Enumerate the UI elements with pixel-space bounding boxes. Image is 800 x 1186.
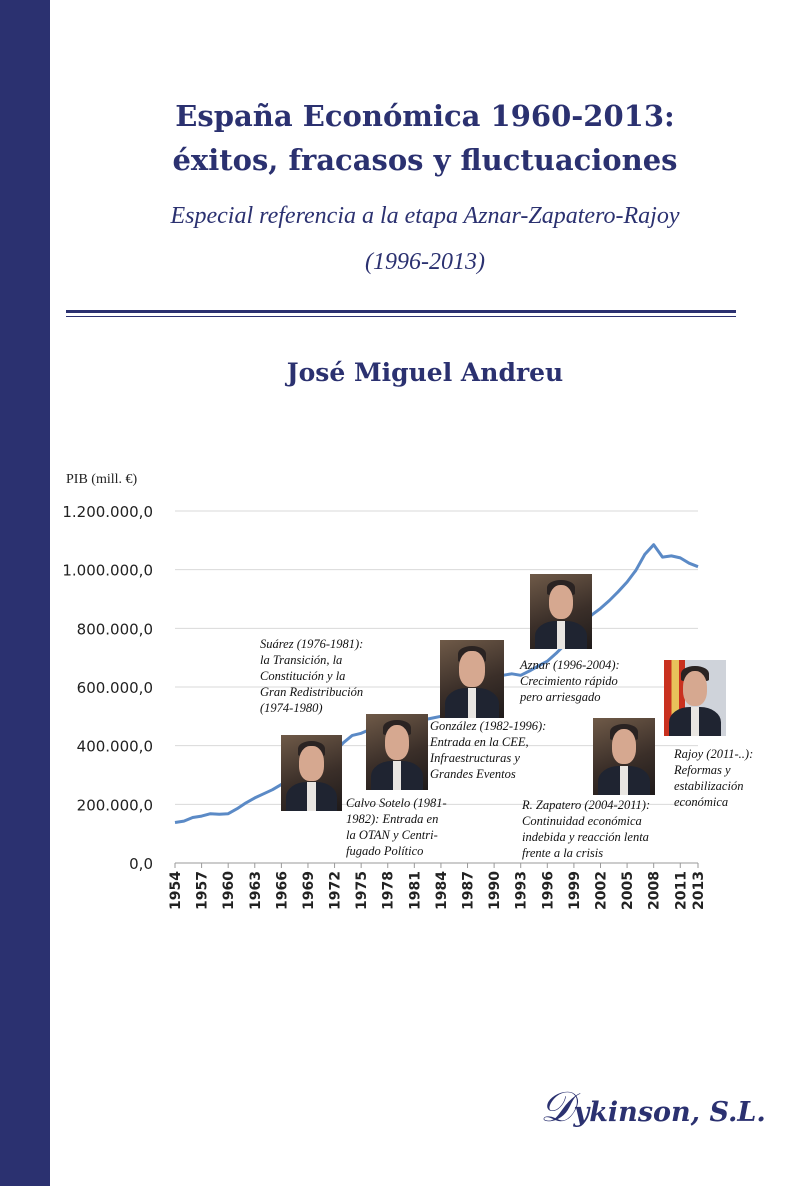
x-tick-label: 1960 <box>221 871 238 910</box>
annotation-zapatero: R. Zapatero (2004-2011): Continuidad económica indebida y reacción lenta frente a la crisis <box>522 798 651 860</box>
x-tick-label: 1990 <box>487 871 504 910</box>
y-tick-label: 400.000,0 <box>76 737 153 756</box>
portrait-aznar <box>530 574 592 649</box>
publisher-logo-initial: 𝒟 <box>540 1085 574 1131</box>
author-name: José Miguel Andreu <box>286 358 564 387</box>
y-tick-label: 600.000,0 <box>76 679 153 697</box>
x-tick-label: 2005 <box>620 871 637 910</box>
x-tick-label: 2002 <box>593 871 610 910</box>
chart-y-axis-label: PIB (mill. €) <box>66 472 138 487</box>
x-tick-label: 1978 <box>380 871 397 910</box>
book-subtitle-line1: Especial referencia a la etapa Aznar-Zapatero-Rajoy <box>170 203 680 229</box>
y-tick-label: 1.200.000,0 <box>62 503 153 521</box>
x-tick-label: 1957 <box>194 871 211 910</box>
x-tick-label: 1984 <box>433 871 450 910</box>
annotation-rajoy: Rajoy (2011-..): Reformas y estabilización económica <box>674 747 754 809</box>
portrait-rajoy <box>664 660 726 736</box>
y-tick-label: 200.000,0 <box>76 796 153 815</box>
x-tick-label: 1972 <box>327 871 344 910</box>
publisher-logo <box>540 1084 766 1132</box>
annotation-gonzalez: González (1982-1996): Entrada en la CEE, Infraestructuras y Grandes Eventos <box>430 719 547 781</box>
x-tick-label: 1966 <box>274 871 291 910</box>
y-tick-label: 1.000.000,0 <box>62 561 153 580</box>
x-tick-label: 1981 <box>407 871 424 910</box>
portrait-suarez <box>281 735 342 811</box>
annotation-suarez: Suárez (1976-1981): la Transición, la Constitución y la Gran Redistribución (1974-1980) <box>260 637 364 715</box>
y-tick-label: 800.000,0 <box>76 620 153 639</box>
portrait-calvo-sotelo <box>366 714 428 790</box>
x-tick-label: 1993 <box>513 871 530 910</box>
x-tick-label: 1987 <box>460 871 477 910</box>
book-title-line1: España Económica 1960-2013: <box>175 99 675 133</box>
x-tick-label: 1969 <box>300 871 317 910</box>
book-subtitle-line2: (1996-2013) <box>365 249 485 275</box>
x-tick-label: 1999 <box>566 871 583 910</box>
portrait-zapatero <box>593 718 655 795</box>
x-tick-label: 2008 <box>646 871 663 910</box>
annotation-calvo-sotelo: Calvo Sotelo (1981- 1982): Entrada en la OTAN y Centri- fugado Político <box>346 796 447 858</box>
book-title-line2: éxitos, fracasos y fluctuaciones <box>172 143 678 177</box>
annotation-aznar: Aznar (1996-2004): Crecimiento rápido pero arriesgado <box>520 658 620 704</box>
x-tick-label: 1963 <box>247 871 264 910</box>
y-tick-label: 0,0 <box>129 855 153 873</box>
x-tick-label: 1996 <box>540 871 557 910</box>
publisher-name: ykinson, S.L. <box>573 1097 766 1128</box>
x-tick-label: 2013 <box>691 871 707 910</box>
x-tick-label: 1954 <box>168 871 184 910</box>
x-tick-label: 2011 <box>673 871 690 910</box>
portrait-gonzalez <box>440 640 504 718</box>
x-tick-label: 1975 <box>354 871 371 910</box>
